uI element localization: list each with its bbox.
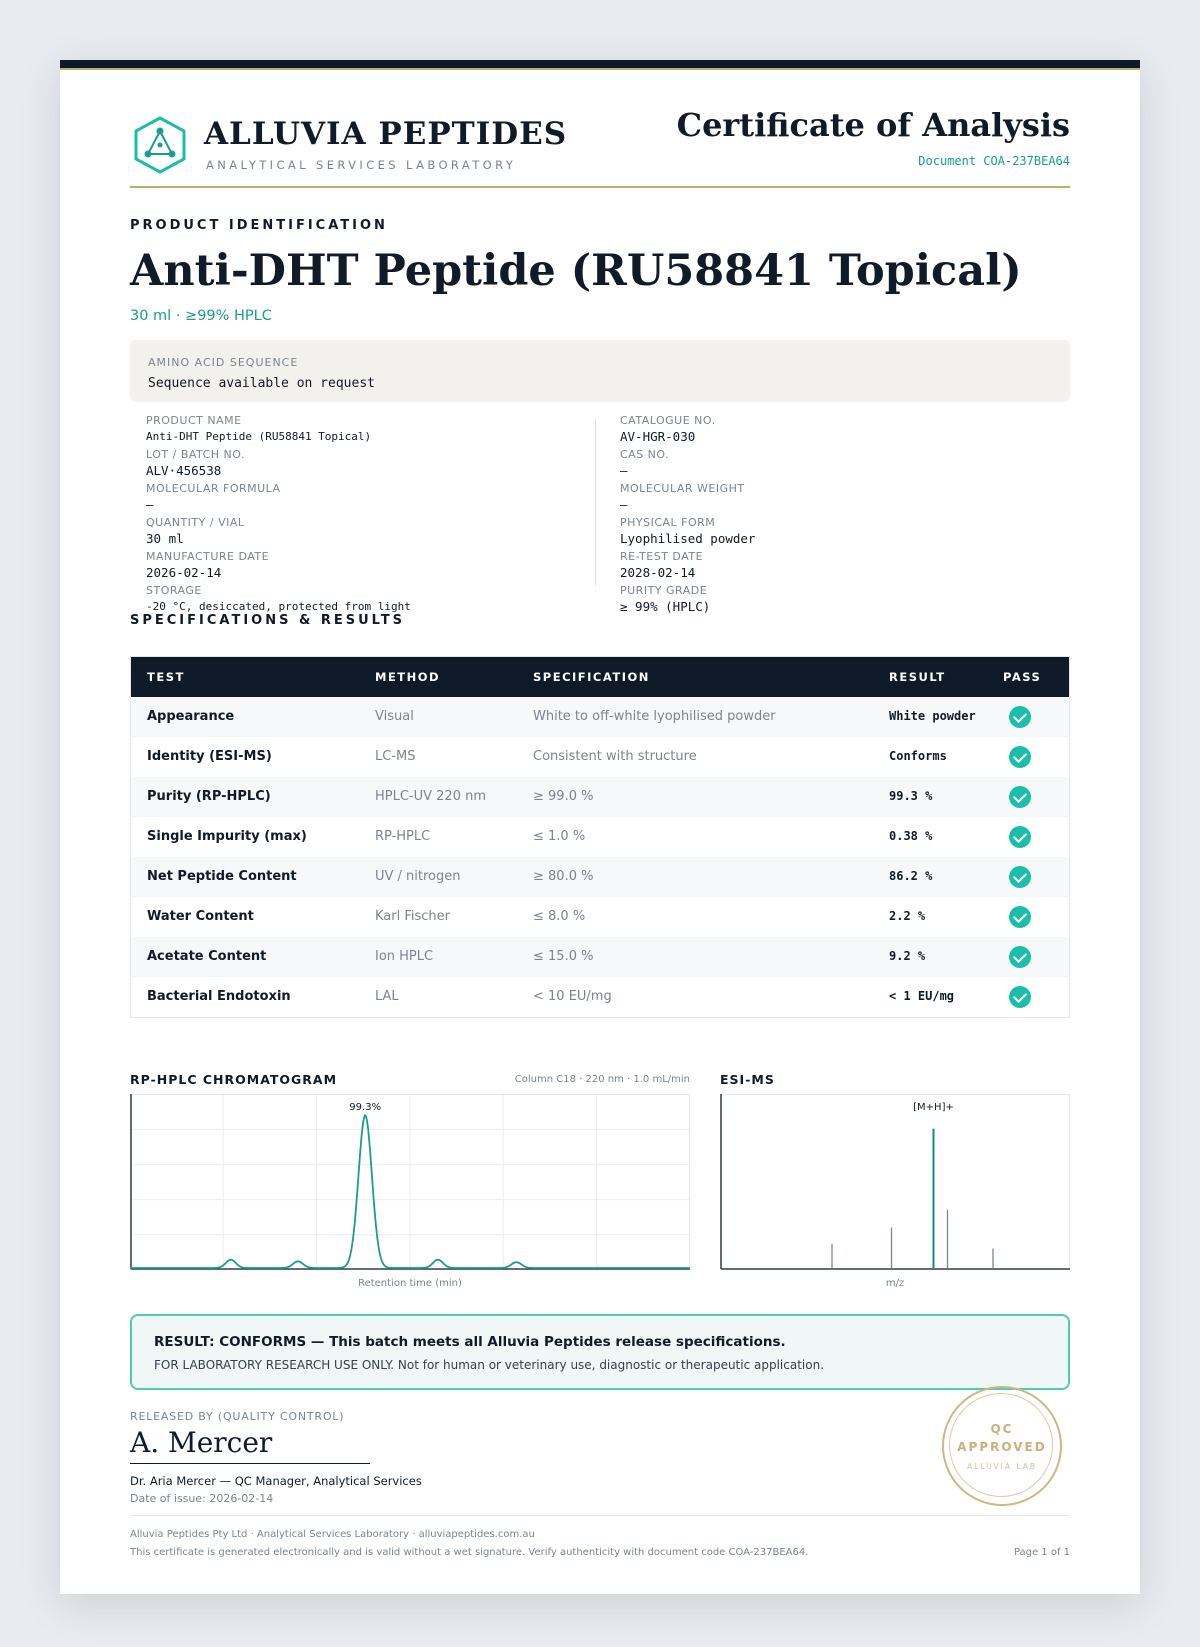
cell-result: 2.2 % <box>889 909 926 923</box>
cell-method: UV / nitrogen <box>375 869 461 884</box>
info-label: STORAGE <box>146 584 202 597</box>
table-row <box>131 897 1069 937</box>
info-label: PURITY GRADE <box>620 584 708 597</box>
cell-result: 86.2 % <box>889 869 933 883</box>
stamp-line-lab: ALLUVIA LAB <box>966 1462 1038 1471</box>
info-label: CAS NO. <box>620 448 670 461</box>
info-value: AV-HGR-030 <box>620 429 696 444</box>
info-row <box>620 584 1060 618</box>
result-conformance-box <box>130 1314 1070 1390</box>
signature: A. Mercer <box>130 1426 273 1459</box>
info-value: — <box>620 463 628 478</box>
cell-result: < 1 EU/mg <box>889 989 955 1003</box>
specs-section-label: SPECIFICATIONS & RESULTS <box>130 613 406 628</box>
cell-method: LC-MS <box>375 749 416 764</box>
ms-peak-label: [M+H]+ <box>913 1102 954 1113</box>
table-row <box>131 737 1069 777</box>
cell-method: Karl Fischer <box>375 909 450 924</box>
product-subtitle: 30 ml · ≥99% HPLC <box>130 308 272 324</box>
cell-result: White powder <box>889 709 976 723</box>
signer-name: Dr. Aria Mercer — QC Manager, Analytical Services <box>130 1474 422 1488</box>
info-label: QUANTITY / VIAL <box>146 516 245 529</box>
stamp-line-approved: APPROVED <box>957 1440 1047 1454</box>
cell-method: LAL <box>375 989 399 1004</box>
esims-chart-title: ESI-MS <box>720 1072 775 1087</box>
signature-line <box>130 1463 370 1464</box>
table-row <box>131 777 1069 817</box>
info-row <box>146 448 586 482</box>
table-row <box>131 857 1069 897</box>
cell-result: 0.38 % <box>889 829 933 843</box>
peak-label: 99.3% <box>349 1102 382 1113</box>
header-method: METHOD <box>375 670 441 684</box>
info-row <box>620 482 1060 516</box>
cell-test: Bacterial Endotoxin <box>147 989 291 1004</box>
page-number: Page 1 of 1 <box>1013 1547 1070 1558</box>
cell-result: 9.2 % <box>889 949 926 963</box>
info-label: MOLECULAR FORMULA <box>146 482 281 495</box>
stamp-line-qc: QC <box>990 1422 1014 1436</box>
header-result: RESULT <box>889 670 946 684</box>
footer-divider <box>130 1515 1070 1516</box>
pass-check-icon <box>1009 706 1031 728</box>
hexagon-logo-icon <box>134 116 186 174</box>
cell-result: 99.3 % <box>889 789 933 803</box>
cell-test: Acetate Content <box>147 949 267 964</box>
info-value: ≥ 99% (HPLC) <box>620 599 711 614</box>
info-value: ALV·456538 <box>146 463 222 478</box>
pass-check-icon <box>1009 826 1031 848</box>
info-row <box>146 482 586 516</box>
info-row <box>620 516 1060 550</box>
table-row <box>131 817 1069 857</box>
research-use-disclaimer: FOR LABORATORY RESEARCH USE ONLY. Not for human or veterinary use, diagnostic or therapeutic application. <box>154 1358 825 1372</box>
esims-spectrum <box>720 1094 1070 1270</box>
info-value: -20 °C, desiccated, protected from light <box>146 600 411 613</box>
info-value: 2028-02-14 <box>620 565 696 580</box>
info-label: LOT / BATCH NO. <box>146 448 245 461</box>
hplc-chart-title: RP-HPLC CHROMATOGRAM <box>130 1072 338 1087</box>
header <box>130 106 1070 216</box>
cell-specification: ≥ 99.0 % <box>533 789 594 804</box>
sequence-label: AMINO ACID SEQUENCE <box>148 356 299 369</box>
specifications-table <box>130 656 1070 1018</box>
pass-check-icon <box>1009 986 1031 1008</box>
result-statement: RESULT: CONFORMS — This batch meets all Alluvia Peptides release specifications. <box>154 1334 786 1350</box>
info-label: MOLECULAR WEIGHT <box>620 482 745 495</box>
cell-specification: ≤ 15.0 % <box>533 949 594 964</box>
product-section-label: PRODUCT IDENTIFICATION <box>130 218 388 233</box>
info-row <box>146 516 586 550</box>
document-code: Document COA-237BEA64 <box>918 154 1070 168</box>
esims-x-axis-label: m/z <box>885 1278 905 1289</box>
table-header <box>131 657 1069 697</box>
header-test: TEST <box>147 670 185 684</box>
info-row <box>620 448 1060 482</box>
table-row <box>131 697 1069 737</box>
brand-subtitle: ANALYTICAL SERVICES LABORATORY <box>206 158 517 172</box>
table-row <box>131 937 1069 977</box>
brand-name: ALLUVIA PEPTIDES <box>204 116 568 152</box>
info-value: 2026-02-14 <box>146 565 222 580</box>
table-row <box>131 977 1069 1017</box>
cell-method: HPLC-UV 220 nm <box>375 789 487 804</box>
info-value: 30 ml <box>146 531 184 546</box>
info-label: PHYSICAL FORM <box>620 516 716 529</box>
plot-border <box>721 1095 1070 1270</box>
cell-specification: Consistent with structure <box>533 749 697 764</box>
info-label: RE-TEST DATE <box>620 550 704 563</box>
hplc-chart-note: Column C18 · 220 nm · 1.0 mL/min <box>514 1074 690 1085</box>
esims-chart-block <box>720 1072 1070 1302</box>
header-specification: SPECIFICATION <box>533 670 650 684</box>
cell-test: Net Peptide Content <box>147 869 297 884</box>
cell-method: Visual <box>375 709 414 724</box>
cell-specification: White to off-white lyophilised powder <box>533 709 776 724</box>
pass-check-icon <box>1009 946 1031 968</box>
released-by-label: RELEASED BY (QUALITY CONTROL) <box>130 1410 345 1423</box>
info-row <box>620 550 1060 584</box>
hplc-chromatogram <box>130 1094 690 1270</box>
cell-result: Conforms <box>889 749 947 763</box>
sequence-box <box>130 340 1070 402</box>
cell-test: Identity (ESI-MS) <box>147 749 272 764</box>
cell-test: Appearance <box>147 709 235 724</box>
info-value: Anti-DHT Peptide (RU58841 Topical) <box>146 430 372 443</box>
header-pass: PASS <box>1003 670 1042 684</box>
hplc-x-axis-label: Retention time (min) <box>358 1278 462 1289</box>
info-column-left <box>146 414 586 618</box>
cell-test: Purity (RP-HPLC) <box>147 789 271 804</box>
header-divider <box>130 186 1070 188</box>
footer-company: Alluvia Peptides Pty Ltd · Analytical Services Laboratory · alluviapeptides.com.au <box>130 1529 535 1540</box>
certificate-page <box>60 60 1140 1594</box>
info-value: Lyophilised powder <box>620 531 756 546</box>
qc-approved-stamp <box>942 1386 1062 1506</box>
footer-validity-note: This certificate is generated electronically and is valid without a wet signature. Verify authenticity with document code COA-237BEA64. <box>130 1547 809 1558</box>
hplc-chart-block <box>130 1072 690 1302</box>
info-row <box>146 550 586 584</box>
info-value: — <box>146 497 154 512</box>
cell-specification: ≤ 1.0 % <box>533 829 586 844</box>
cell-method: Ion HPLC <box>375 949 434 964</box>
info-divider <box>595 418 596 586</box>
info-label: MANUFACTURE DATE <box>146 550 270 563</box>
issue-date: Date of issue: 2026-02-14 <box>130 1492 274 1505</box>
cell-method: RP-HPLC <box>375 829 431 844</box>
info-row <box>146 414 586 448</box>
info-label: PRODUCT NAME <box>146 414 242 427</box>
cell-specification: < 10 EU/mg <box>533 989 612 1004</box>
info-row <box>620 414 1060 448</box>
sequence-value: Sequence available on request <box>148 376 375 391</box>
info-column-right <box>620 414 1060 618</box>
cell-specification: ≥ 80.0 % <box>533 869 594 884</box>
pass-check-icon <box>1009 746 1031 768</box>
pass-check-icon <box>1009 906 1031 928</box>
info-value: — <box>620 497 628 512</box>
certificate-title: Certificate of Analysis <box>676 106 1070 144</box>
info-label: CATALOGUE NO. <box>620 414 716 427</box>
pass-check-icon <box>1009 786 1031 808</box>
cell-specification: ≤ 8.0 % <box>533 909 586 924</box>
product-title: Anti-DHT Peptide (RU58841 Topical) <box>130 246 1022 296</box>
pass-check-icon <box>1009 866 1031 888</box>
cell-test: Single Impurity (max) <box>147 829 307 844</box>
cell-test: Water Content <box>147 909 254 924</box>
